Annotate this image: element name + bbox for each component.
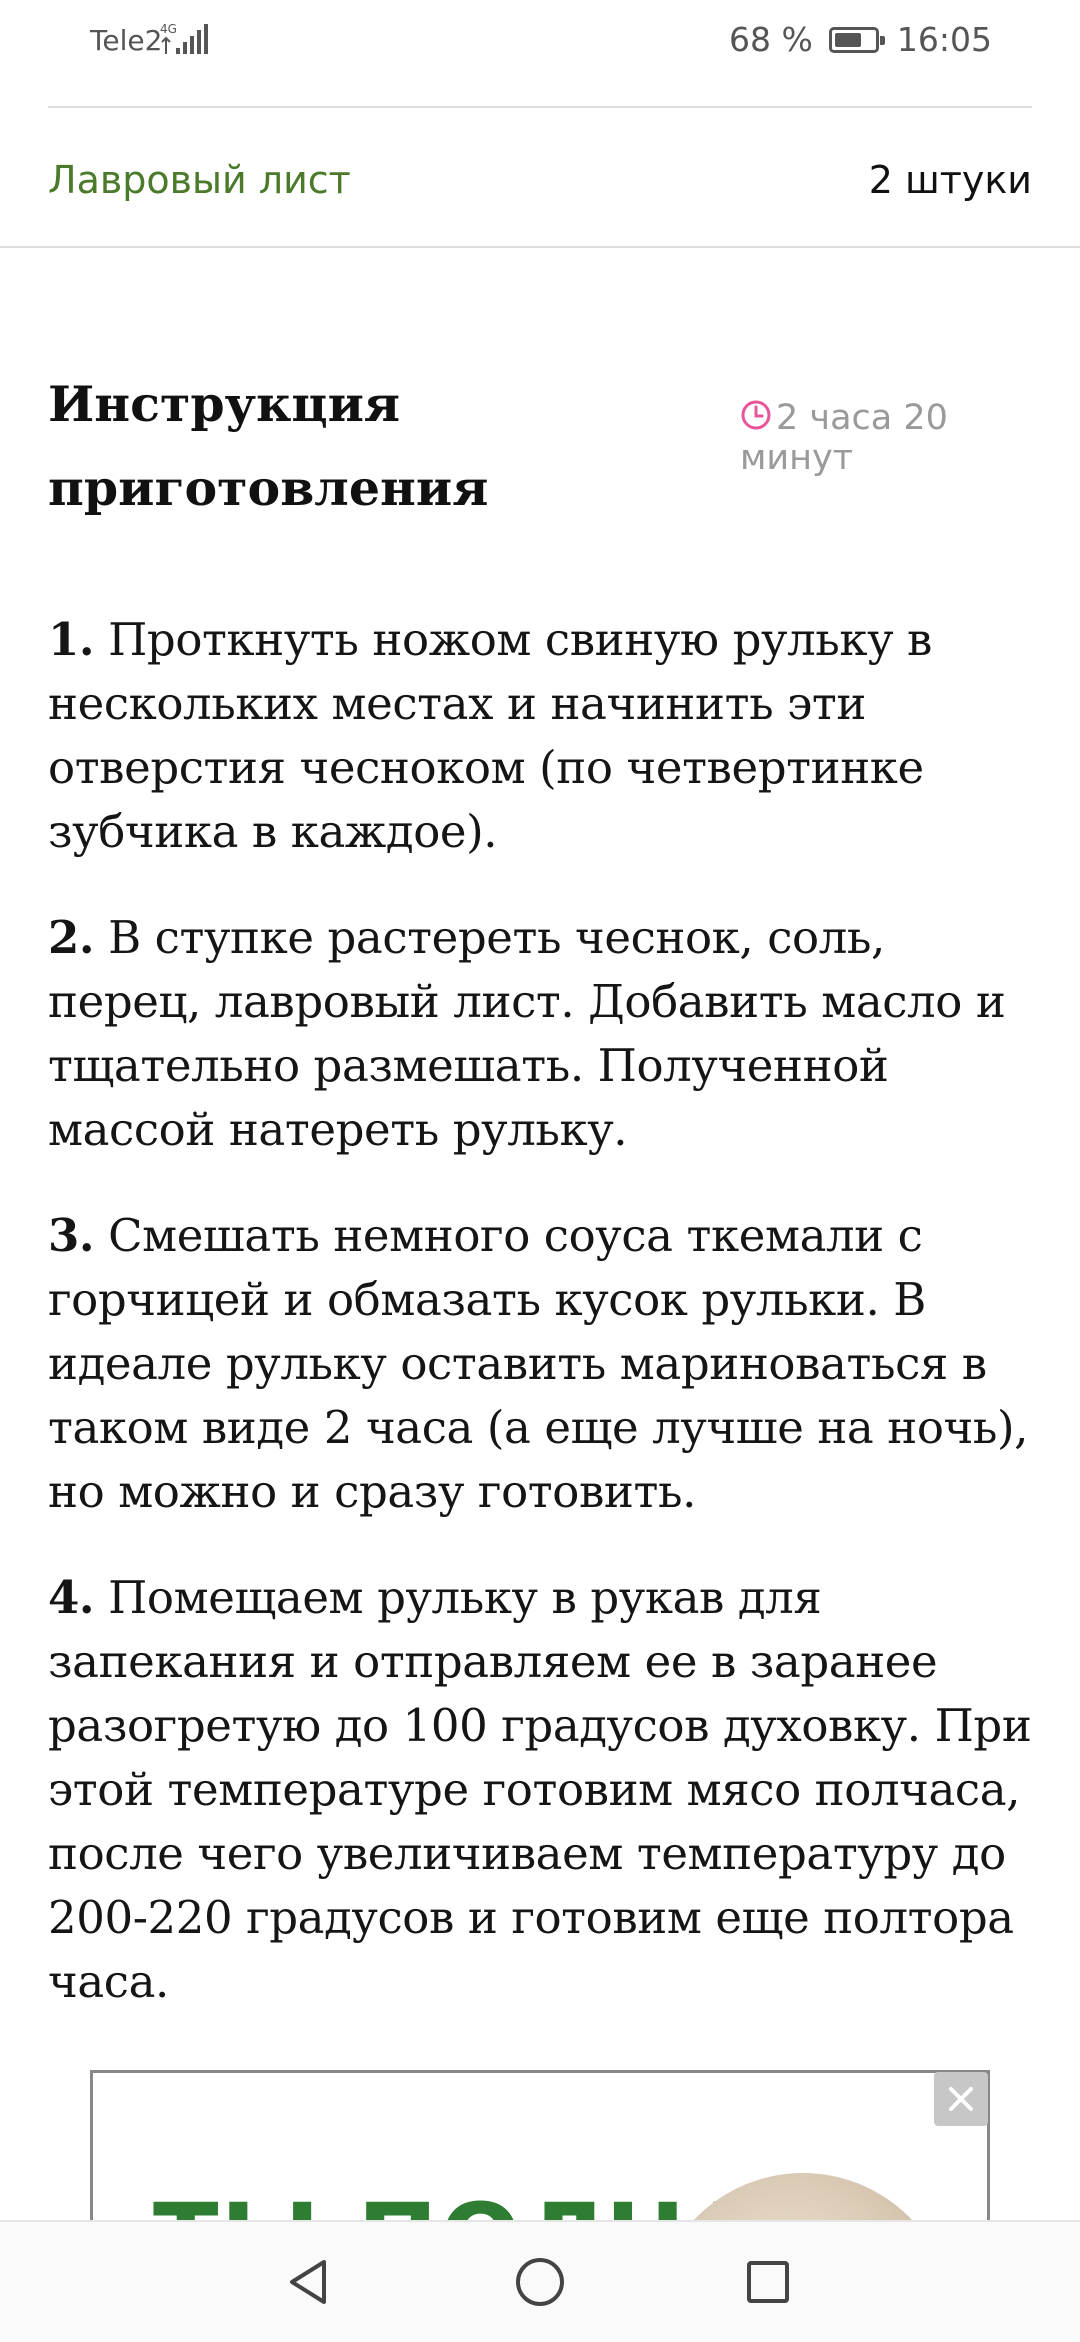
clock-time: 16:05 [896, 20, 992, 59]
signal-icon [158, 20, 228, 60]
back-button[interactable] [276, 2250, 340, 2314]
step-text: В ступке растереть чеснок, соль, перец, лавровый лист. Добавить масло и тщательно размешать. Полученной массой натереть рульку. [48, 911, 1006, 1156]
step-3 [48, 1204, 1038, 1524]
step-text: Проткнуть ножом свиную рульку в нескольких местах и начинить эти отверстия чесноком (по четвертинке зубчика в каждое). [48, 613, 932, 858]
step-number: 2. [48, 911, 95, 964]
recents-square-icon [740, 2254, 796, 2310]
step-text: Помещаем рульку в рукав для запекания и отправляем ее в заранее разогретую до 100 градусов духовку. При этой температуре готовим мясо полчаса, после чего увеличиваем температуру до 200-220 градусов и готовим еще полтора часа. [48, 1571, 1032, 2008]
instructions-title [48, 362, 648, 530]
step-1 [48, 608, 1038, 864]
battery-icon [829, 27, 879, 53]
step-4 [48, 1566, 1038, 2014]
step-2 [48, 906, 1038, 1162]
home-button[interactable] [508, 2250, 572, 2314]
close-icon [934, 2072, 988, 2126]
status-bar [0, 0, 1080, 80]
recents-button[interactable] [736, 2250, 800, 2314]
cook-time-text: 2 часа 20 минут [740, 398, 948, 478]
title-line-2: приготовления [48, 459, 489, 517]
step-number: 1. [48, 613, 95, 666]
network-badge: 4G [160, 22, 177, 36]
steps-list [48, 608, 1038, 2056]
ad-close-button[interactable] [934, 2072, 988, 2126]
battery-fill [835, 33, 861, 47]
divider-top [48, 106, 1032, 108]
carrier-name: Tele2 [90, 24, 163, 57]
home-circle-icon [512, 2254, 568, 2310]
clock-icon [740, 399, 772, 431]
back-triangle-icon [280, 2254, 336, 2310]
navigation-bar [0, 2220, 1080, 2342]
ingredient-row [48, 150, 1032, 210]
cook-time [740, 398, 980, 478]
step-number: 4. [48, 1571, 95, 1624]
step-number: 3. [48, 1209, 95, 1262]
ingredient-quantity: 2 штуки [868, 158, 1032, 202]
step-text: Смешать немного соуса ткемали с горчицей и обмазать кусок рульки. В идеале рульку оставить мариноваться в таком виде 2 часа (а еще лучше на ночь), но можно и сразу готовить. [48, 1209, 1029, 1518]
status-right [729, 20, 992, 59]
ingredient-name[interactable]: Лавровый лист [48, 158, 351, 202]
divider-section [0, 246, 1080, 248]
battery-percent: 68 % [729, 20, 813, 59]
title-line-1: Инструкция [48, 375, 401, 433]
